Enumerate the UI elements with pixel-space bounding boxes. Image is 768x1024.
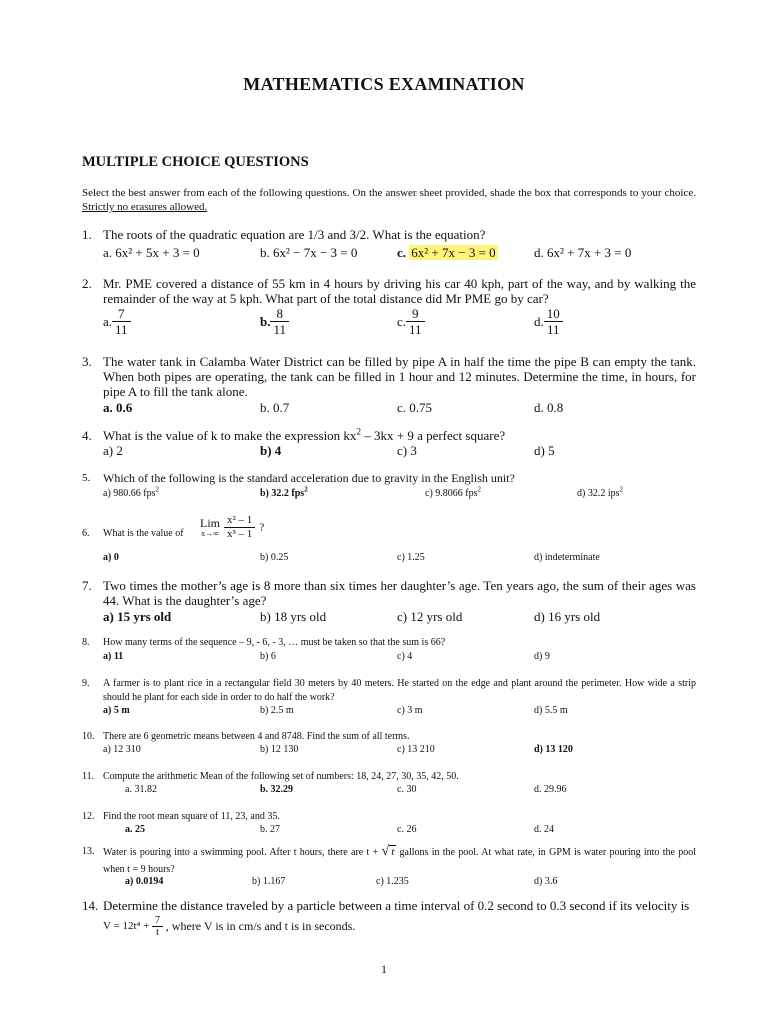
option-c[interactable]: c) 1.235 [376, 876, 409, 887]
option-c[interactable]: c. 0.75 [397, 400, 433, 415]
option-c[interactable]: c. 30 [397, 784, 417, 795]
question-number: 5. [82, 472, 91, 484]
option-d[interactable]: d. 0.8 [534, 400, 564, 415]
option-text: d) 32.2 ips [577, 488, 620, 499]
question-2 [82, 276, 696, 342]
numerator: 10 [546, 306, 560, 321]
question-text: Mr. PME covered a distance of 55 km in 4 hours by driving his car 40 kph, part of the way, and by walking the remainder of the way at 5 kph. What part of the total distance did Mr PME go by car? [103, 276, 696, 306]
denominator: 11 [406, 321, 425, 337]
option-b[interactable]: b) 18 yrs old [260, 609, 327, 624]
denominator: x³ – 1 [224, 527, 255, 541]
option-d[interactable]: d) 3.6 [534, 876, 558, 887]
option-b[interactable]: b) 4 [260, 443, 282, 458]
limit-subscript: x→∞ [201, 529, 219, 538]
question-11 [82, 770, 696, 800]
question-number: 12. [82, 811, 95, 822]
option-b[interactable] [260, 306, 289, 337]
option-d[interactable] [577, 487, 623, 501]
numerator: 7 [155, 915, 161, 926]
question-text [103, 428, 696, 443]
option-a[interactable]: a) 0 [103, 552, 119, 563]
option-a[interactable]: a. 25 [125, 824, 145, 835]
option-label: d. [534, 314, 544, 329]
option-d[interactable] [534, 306, 563, 337]
question-1 [82, 227, 696, 263]
question-text: Two times the mother’s age is 8 more than six times her daughter’s age. Ten years ago, the sum of their ages was 44. What is the daughter’s age? [103, 578, 696, 608]
option-b[interactable]: b) 6 [260, 651, 276, 662]
option-c[interactable]: c) 13 210 [397, 744, 435, 755]
option-d[interactable]: d. 29.96 [534, 784, 567, 795]
option-d[interactable]: d) indeterminate [534, 552, 600, 563]
option-a[interactable]: a) 2 [103, 443, 123, 458]
option-a[interactable]: a. 31.82 [125, 784, 157, 795]
option-c[interactable]: c) 4 [397, 651, 413, 662]
option-a[interactable]: a) 15 yrs old [103, 609, 172, 624]
option-text: a) 980.66 fps [103, 488, 156, 499]
option-c[interactable]: c) 3 m [397, 705, 423, 716]
option-b[interactable]: b) 1.167 [252, 876, 286, 887]
option-d[interactable]: d) 13 120 [534, 744, 573, 755]
denominator: 11 [270, 321, 289, 337]
question-text: Compute the arithmetic Mean of the following set of numbers: 18, 24, 27, 30, 35, 42, 50. [103, 771, 459, 782]
page-title: MATHEMATICS EXAMINATION [243, 74, 525, 94]
text-part: Water is pouring into a swimming pool. After t hours, there are t + [103, 847, 382, 858]
question-13 [82, 843, 696, 887]
text-part: What is the value of k to make the expression kx [103, 428, 357, 443]
question-text: Determine the distance traveled by a particle between a time interval of 0.2 second to 0.3 second if its velocity is [103, 898, 690, 913]
option-b[interactable] [260, 487, 308, 501]
option-c[interactable] [397, 306, 425, 337]
question-number: 14. [82, 898, 99, 913]
option-label: a. [103, 314, 113, 329]
velocity-formula [103, 915, 355, 938]
question-text: Find the root mean square of 11, 23, and 35. [103, 811, 280, 822]
option-a[interactable]: a) 5 m [103, 705, 130, 716]
option-d[interactable]: d. 24 [534, 824, 554, 835]
formula-part: , where V is in cm/s and t is in seconds. [165, 919, 356, 933]
option-d[interactable]: d. 6x² + 7x + 3 = 0 [534, 245, 632, 260]
option-b[interactable]: b. 6x² − 7x − 3 = 0 [260, 245, 358, 260]
text-part: gallons in the pool. At what rate, in GPM is water pouring into the pool when t = 9 hours? [103, 847, 696, 875]
question-6 [82, 514, 696, 566]
option-label: c. [397, 245, 407, 260]
question-4 [82, 428, 696, 460]
option-b[interactable]: b. 0.7 [260, 400, 290, 415]
option-label: b. [260, 314, 271, 329]
question-number: 4. [82, 428, 92, 443]
question-5 [82, 471, 696, 503]
option-b[interactable]: b. 27 [260, 824, 280, 835]
question-14 [82, 898, 696, 948]
option-a[interactable]: a. 6x² + 5x + 3 = 0 [103, 245, 200, 260]
option-a[interactable]: a) 11 [103, 651, 124, 662]
option-d[interactable]: d) 16 yrs old [534, 609, 601, 624]
formula-part: V = 12t⁴ + [103, 920, 150, 932]
text-part: – 3kx + 9 a perfect square? [360, 428, 506, 443]
question-number: 10. [82, 731, 95, 742]
sqrt-symbol: √ [381, 844, 390, 859]
option-d[interactable]: d) 9 [534, 651, 550, 662]
question-3 [82, 354, 696, 416]
exponent: 2 [619, 485, 623, 494]
instructions-emphasis: Strictly no erasures allowed. [82, 201, 208, 213]
option-b[interactable]: b. 32.29 [260, 784, 294, 795]
question-number: 7. [82, 578, 92, 593]
exponent: 2 [477, 485, 481, 494]
numerator: 7 [118, 306, 125, 321]
option-c[interactable] [425, 487, 481, 501]
question-12 [82, 810, 696, 840]
question-text: There are 6 geometric means between 4 and 8748. Find the sum of all terms. [103, 731, 410, 742]
option-c[interactable] [397, 245, 498, 260]
numerator: 9 [412, 306, 419, 321]
question-7 [82, 578, 696, 626]
numerator: 8 [276, 306, 283, 321]
option-b[interactable]: b) 2.5 m [260, 705, 294, 716]
question-number: 6. [82, 528, 90, 539]
question-text: What is the value of [103, 528, 184, 539]
question-9 [82, 677, 696, 721]
question-8 [82, 636, 696, 666]
question-number: 8. [82, 637, 90, 648]
limit-symbol: Lim [200, 516, 220, 530]
question-10 [82, 730, 696, 760]
option-a[interactable] [103, 306, 131, 337]
option-c[interactable]: c) 1.25 [397, 552, 425, 563]
option-a[interactable]: a) 12 310 [103, 744, 141, 755]
option-d[interactable]: d) 5 [534, 443, 555, 458]
option-label: c. [397, 314, 407, 329]
page-number: 1 [381, 962, 387, 976]
option-a[interactable] [103, 487, 159, 501]
exponent: 2 [356, 426, 361, 437]
instructions [82, 186, 696, 214]
option-a[interactable]: a) 0.0194 [125, 876, 164, 887]
option-c[interactable]: c) 12 yrs old [397, 609, 463, 624]
denominator: 11 [112, 321, 131, 337]
section-heading: MULTIPLE CHOICE QUESTIONS [82, 154, 309, 170]
option-b[interactable]: b) 0.25 [260, 552, 289, 563]
question-text: Which of the following is the standard acceleration due to gravity in the English unit? [103, 471, 515, 485]
option-c[interactable]: c. 26 [397, 824, 417, 835]
exponent: 2 [155, 485, 159, 494]
numerator: x² – 1 [227, 514, 253, 526]
question-number: 9. [82, 678, 90, 689]
question-text: The water tank in Calamba Water District can be filled by pipe A in half the time the pipe B can empty the tank. When both pipes are operating, the tank can be filled in 1 hour and 12 minutes. Determine the time, in hours, for pipe A to fill the tank alone. [103, 354, 696, 399]
option-d[interactable]: d) 5.5 m [534, 705, 568, 716]
question-number: 11. [82, 771, 95, 782]
option-text: b) 32.2 fps [260, 488, 305, 499]
option-a[interactable]: a. 0.6 [103, 400, 133, 415]
question-number: 13. [82, 846, 95, 857]
question-text: How many terms of the sequence – 9, - 6, - 3, … must be taken so that the sum is 66? [103, 637, 446, 648]
sqrt-radicand: t [391, 846, 395, 858]
highlighted-answer: 6x² + 7x − 3 = 0 [411, 245, 496, 260]
question-text: The roots of the quadratic equation are 1/3 and 3/2. What is the equation? [103, 227, 486, 242]
denominator: 11 [544, 321, 563, 337]
instructions-text: Select the best answer from each of the following questions. On the answer sheet provided, shade the box that corresponds to your choice. [82, 187, 696, 199]
option-text: c) 9.8066 fps [425, 488, 478, 499]
question-mark: ? [259, 521, 265, 534]
limit-expression [200, 514, 264, 541]
exponent: 2 [304, 485, 308, 494]
question-number: 1. [82, 227, 92, 242]
option-c[interactable]: c) 3 [397, 443, 417, 458]
option-b[interactable]: b) 12 130 [260, 744, 299, 755]
question-text: A farmer is to plant rice in a rectangular field 30 meters by 40 meters. He started on the edge and plant around the perimeter. How wide a strip should he plant for each side in order to do half the work? [103, 678, 696, 703]
question-text [103, 843, 696, 878]
question-number: 3. [82, 354, 92, 369]
denominator: t [152, 926, 163, 938]
question-number: 2. [82, 276, 92, 291]
